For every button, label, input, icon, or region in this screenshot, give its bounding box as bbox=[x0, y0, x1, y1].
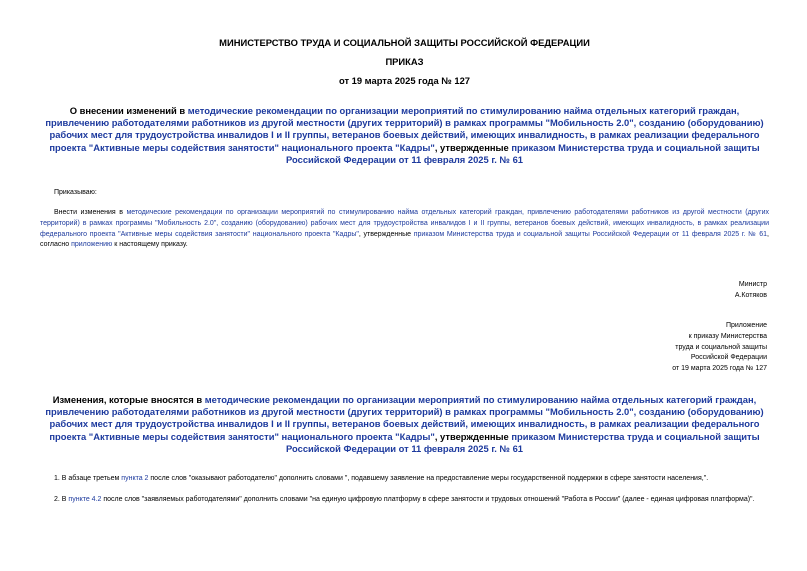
changes-title-link-order-61[interactable]: приказом Министерства труда и социальной защиты Российской Федерации от 11 февраля 2025 г. № 61 bbox=[285, 430, 760, 454]
ordered-label: Приказываю: bbox=[54, 189, 97, 196]
paragraph-prefix: Внести изменения в bbox=[54, 209, 127, 216]
changes-title-middle: , утвержденные bbox=[434, 430, 512, 442]
paragraph-middle-2: , согласно bbox=[40, 230, 769, 249]
doc-type-heading: ПРИКАЗ bbox=[385, 56, 424, 67]
appendix-line-1: Приложение bbox=[725, 322, 767, 329]
order-paragraph bbox=[40, 208, 769, 251]
appendix-line-3: труда и социальной защиты bbox=[675, 343, 767, 351]
paragraph-link-order-61[interactable]: приказом Министерства труда и социальной защиты Российской Федерации от 11 февраля 2025 г. № 61 bbox=[413, 230, 768, 238]
appendix-line-2: к приказу Министерства bbox=[688, 332, 767, 340]
change-item-1 bbox=[40, 474, 769, 485]
ministry-heading: МИНИСТЕРСТВО ТРУДА И СОЦИАЛЬНОЙ ЗАЩИТЫ РОССИЙСКОЙ ФЕДЕРАЦИИ bbox=[219, 37, 590, 48]
date-number-heading: от 19 марта 2025 года № 127 bbox=[338, 75, 471, 86]
paragraph-middle: , утвержденные bbox=[358, 230, 414, 238]
change-item-2 bbox=[40, 495, 769, 506]
changes-title-link-recommendations[interactable]: методические рекомендации по организации мероприятий по стимулированию найма отдельных категорий граждан, привлечению работодателями работников из другой местности (других территорий) в рамках программы "Мобильность 2.0", созданию (оборудованию) рабочих мест для трудоустройства инвалидов I и II группы, ветеранов боевых действий, имеющих инвалидность, в рамках реализации федерального проекта "Активные меры содействия занятости" национального проекта "Кадры" bbox=[45, 394, 764, 442]
appendix-block bbox=[672, 321, 767, 375]
order-title-link-recommendations[interactable]: методические рекомендации по организации мероприятий по стимулированию найма отдельных категорий граждан, привлечению работодателями работников из другой местности (других территорий) в рамках программы "Мобильность 2.0", созданию (оборудованию) рабочих мест для трудоустройства инвалидов I и II группы, ветеранов боевых действий, имеющих инвалидность, в рамках реализации федерального проекта "Активные меры содействия занятости" национального проекта "Кадры" bbox=[45, 105, 764, 153]
paragraph-link-recommendations[interactable]: методические рекомендации по организации мероприятий по стимулированию найма отдельных категорий граждан, привлечению работодателями работников из другой местности (других территорий) в рамках программы "Мобильность 2.0", созданию (оборудованию) рабочих мест для трудоустройства инвалидов I и II группы, ветеранов боевых действий, имеющих инвалидность, в рамках реализации федерального проекта "Активные меры содействия занятости" национального проекта "Кадры" bbox=[40, 209, 769, 238]
change-item-2-link[interactable]: пункте 4.2 bbox=[68, 496, 102, 503]
appendix-line-5: от 19 марта 2025 года № 127 bbox=[672, 365, 767, 373]
appendix-line-4: Российской Федерации bbox=[690, 354, 767, 362]
change-item-1-prefix: 1. В абзаце третьем bbox=[54, 475, 122, 482]
change-item-1-link[interactable]: пункта 2 bbox=[121, 475, 149, 482]
order-title-link-order-61[interactable]: приказом Министерства труда и социальной защиты Российской Федерации от 11 февраля 2025 г. № 61 bbox=[285, 141, 760, 165]
paragraph-suffix: к настоящему приказу. bbox=[112, 241, 188, 249]
order-title bbox=[40, 105, 769, 166]
order-title-middle: , утвержденные bbox=[434, 141, 512, 153]
signature-name: А.Котяков bbox=[734, 291, 767, 299]
signature-block bbox=[735, 280, 767, 302]
signature-position: Министр bbox=[738, 281, 767, 288]
order-title-prefix: О внесении изменений в bbox=[69, 105, 188, 116]
changes-title bbox=[40, 394, 769, 455]
paragraph-link-appendix[interactable]: приложению bbox=[71, 241, 113, 249]
change-item-1-suffix: после слов "оказывают работодателю" дополнить словами ", подавшему заявление на предоставление меры государственной поддержки в сфере занятости населения,". bbox=[148, 475, 709, 482]
changes-title-prefix: Изменения, которые вносятся в bbox=[52, 394, 205, 405]
change-item-2-suffix: после слов "заявляемых работодателями" дополнить словами "на единую цифровую платформу в сфере занятости и трудовых отношений "Работа в России" (далее - единая цифровая платформа)". bbox=[101, 496, 755, 503]
change-item-2-prefix: 2. В bbox=[54, 496, 69, 503]
